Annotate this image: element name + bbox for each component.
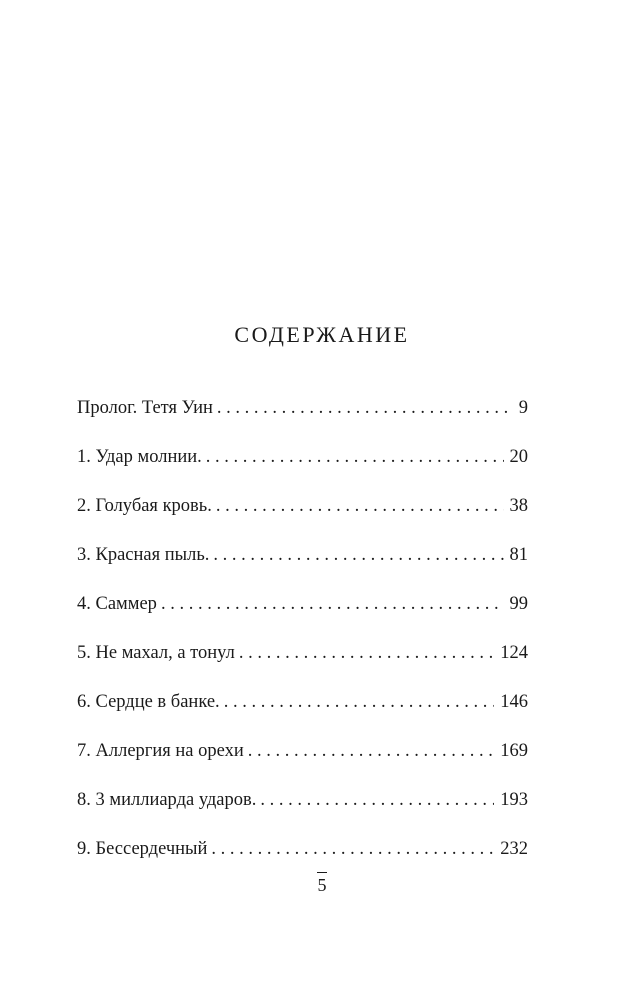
toc-entry-page: 20 [509, 447, 528, 467]
toc-entry-title: Пролог. Тетя Уин [77, 398, 213, 418]
toc-entry-page: 232 [500, 839, 528, 859]
folio-dash [317, 872, 327, 873]
page-folio [0, 872, 644, 896]
dot-leader [211, 839, 494, 860]
dot-leader [217, 398, 513, 419]
toc-entry-title: 5. Не махал, а тонул [77, 643, 235, 663]
toc-entry-title: 7. Аллергия на орехи [77, 741, 244, 761]
toc-entry-title: 1. Удар молнии. [77, 447, 202, 467]
toc-entry-page: 9 [518, 398, 528, 418]
dot-leader [239, 643, 494, 664]
toc-entry [77, 447, 528, 496]
toc-entry-page: 193 [500, 790, 528, 810]
toc-entry-title: 2. Голубая кровь. [77, 496, 212, 516]
toc-entry [77, 545, 528, 594]
toc-entry-title: 6. Сердце в банке. [77, 692, 220, 712]
dot-leader [161, 594, 504, 615]
toc-entry-page: 38 [509, 496, 528, 516]
toc-entry-page: 146 [500, 692, 528, 712]
toc-entry [77, 790, 528, 839]
toc-entry-title: 3. Красная пыль. [77, 545, 210, 565]
dot-leader [206, 447, 504, 468]
table-of-contents [77, 398, 528, 888]
dot-leader [260, 790, 494, 811]
page-number: 5 [317, 875, 327, 895]
dot-leader [216, 496, 504, 517]
toc-entry-page: 124 [500, 643, 528, 663]
toc-entry [77, 741, 528, 790]
dot-leader [248, 741, 494, 762]
toc-entry [77, 594, 528, 643]
toc-entry-title: 8. 3 миллиарда ударов. [77, 790, 257, 810]
toc-entry-page: 99 [509, 594, 528, 614]
dot-leader [213, 545, 503, 566]
toc-entry-page: 169 [500, 741, 528, 761]
dot-leader [224, 692, 495, 713]
toc-entry-page: 81 [509, 545, 528, 565]
toc-heading: СОДЕРЖАНИЕ [234, 322, 410, 347]
toc-entry [77, 692, 528, 741]
toc-entry-title: 4. Саммер [77, 594, 157, 614]
toc-entry-title: 9. Бессердечный [77, 839, 208, 859]
toc-entry [77, 398, 528, 447]
toc-entry [77, 643, 528, 692]
toc-entry [77, 496, 528, 545]
